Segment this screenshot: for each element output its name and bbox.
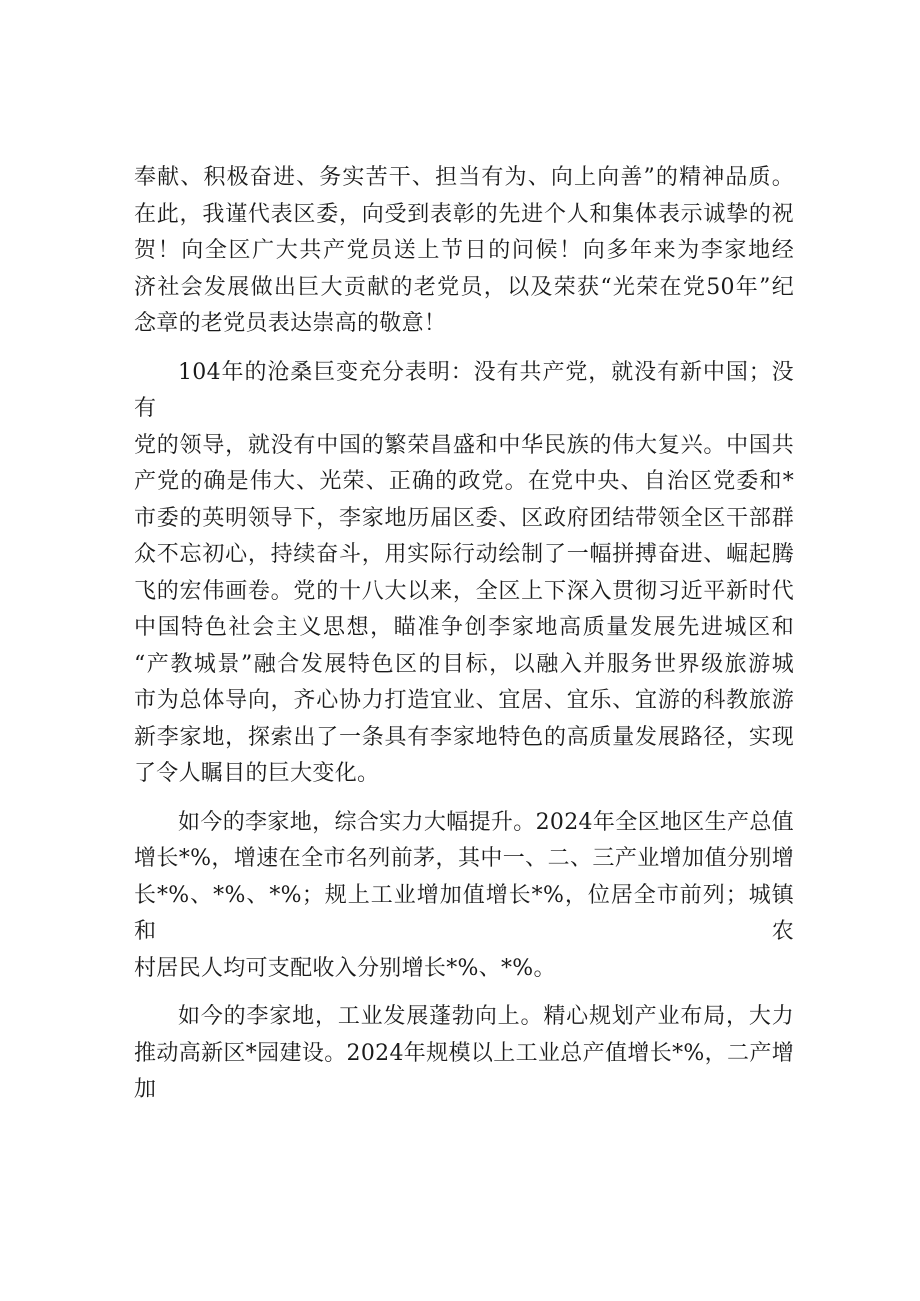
- paragraph-2: [134, 355, 794, 793]
- text-line: 如今的李家地，综合实力大幅提升。2024年全区地区生产总值: [178, 809, 794, 835]
- text-line: 村居民人均可支配收入分别增长*%、*%。: [134, 955, 556, 981]
- text-line: 104年的沧桑巨变充分表明：没有共产党，就没有新中国；没有: [134, 359, 794, 421]
- text-line: 了令人瞩目的巨大变化。: [134, 761, 380, 786]
- body-text: [134, 160, 794, 1121]
- text-line: 奉献、积极奋进、务实苦干、担当有为、向上向善”的精神品质。: [134, 165, 794, 190]
- paragraph-3: [134, 805, 794, 988]
- text-line: “产教城景”融合发展特色区的目标，以融入并服务世界级旅游城: [134, 651, 794, 677]
- text-line: 济社会发展做出巨大贡献的老党员，以及荣获“光荣在党50年”纪: [134, 274, 794, 300]
- text-line: 中国特色社会主义思想，瞄准争创李家地高质量发展先进城区和: [134, 615, 794, 640]
- text-line: 党的领导，就没有中国的繁荣昌盛和中华民族的伟大复兴。中国共: [134, 432, 794, 458]
- text-line: 产党的确是伟大、光荣、正确的政党。在党中央、自治区党委和*: [134, 469, 794, 494]
- paragraph-1: [134, 160, 794, 343]
- text-line: 如今的李家地，工业发展蓬勃向上。精心规划产业布局，大力: [178, 1004, 794, 1029]
- text-line: 念章的老党员表达崇高的敬意！: [134, 311, 447, 336]
- text-line: 增长*%，增速在全市名列前茅，其中一、二、三产业增加值分别增: [134, 846, 794, 871]
- text-line: 新李家地，探索出了一条具有李家地特色的高质量发展路径，实现: [134, 724, 794, 750]
- text-line: 在此，我谨代表区委，向受到表彰的先进个人和集体表示诚挚的祝: [134, 201, 794, 227]
- text-line: 飞的宏伟画卷。党的十八大以来，全区上下深入贯彻习近平新时代: [134, 578, 794, 604]
- paragraph-4: [134, 999, 794, 1109]
- text-line: 长*%、*%、*%；规上工业增加值增长*%，位居全市前列；城镇和农: [134, 882, 794, 944]
- text-line: 市委的英明领导下，李家地历届区委、区政府团结带领全区干部群: [134, 505, 794, 531]
- text-line: 推动高新区*园建设。2024年规模以上工业总产值增长*%，二产增加: [134, 1040, 794, 1102]
- text-line: 贺！向全区广大共产党员送上节日的问候！向多年来为李家地经: [134, 238, 794, 263]
- text-line: 众不忘初心，持续奋斗，用实际行动绘制了一幅拼搏奋进、崛起腾: [134, 542, 794, 567]
- text-line: 市为总体导向，齐心协力打造宜业、宜居、宜乐、宜游的科教旅游: [134, 688, 794, 713]
